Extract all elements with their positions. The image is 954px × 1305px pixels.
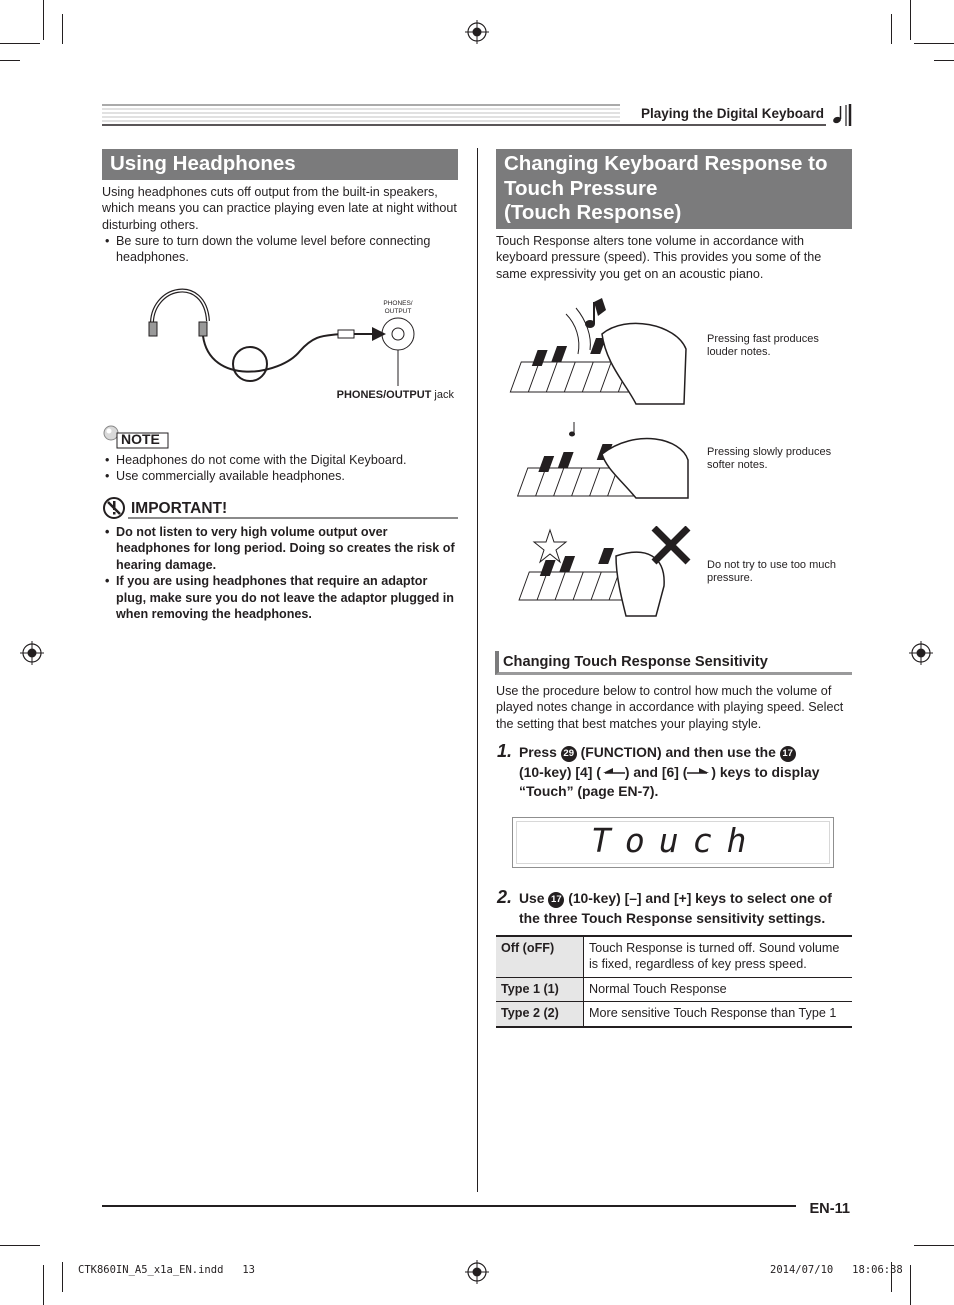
crop-mark — [43, 1265, 44, 1305]
jack-label-bottom: OUTPUT — [384, 308, 412, 315]
step-1-part-e: “Touch” (page EN-7). — [519, 783, 659, 799]
crop-mark — [0, 43, 40, 44]
lcd-display — [512, 817, 834, 868]
jack-label — [374, 300, 422, 316]
crop-mark — [914, 1245, 954, 1246]
headphones-illustration — [140, 276, 420, 386]
list-item: • Use commercially available headphones. — [102, 468, 458, 484]
section-heading-touch-response — [496, 149, 852, 229]
step-2-rest: (10-key) [–] and [+] keys to select one of the three Touch Response sensitivity settings. — [519, 890, 832, 926]
heading-line: (Touch Response) — [504, 201, 682, 224]
step-1-part-d: ) keys to display — [711, 763, 820, 780]
heading-line: Touch Pressure — [504, 176, 658, 200]
headphones-bullet-list — [102, 233, 458, 266]
step-2-use: Use — [519, 890, 549, 906]
important-list — [102, 524, 458, 622]
list-item: • If you are using headphones that require an adaptor plug, make sure you do not leave the adaptor plugged in when removing the headphones. — [102, 573, 458, 622]
crop-mark — [43, 0, 44, 40]
step-1-text — [519, 743, 853, 802]
crop-mark — [910, 0, 911, 40]
crop-mark — [0, 1245, 40, 1246]
step-2-text — [519, 889, 853, 928]
caption-slow: Pressing slowly produces softer notes. — [707, 446, 832, 471]
important-rule — [128, 517, 458, 519]
ten-key-badge: 17 — [780, 746, 796, 762]
footer-timestamp: 2014/07/10 18:06:38 — [770, 1264, 903, 1276]
registration-mark-icon — [465, 20, 489, 44]
subheading-sensitivity: Changing Touch Response Sensitivity — [495, 651, 852, 675]
step-1-part-c: ) and [6] ( — [624, 763, 688, 780]
table-key: Type 2 (2) — [496, 1002, 584, 1027]
table-value: Touch Response is turned off. Sound volume is fixed, regardless of key press speed. — [589, 941, 840, 972]
page-number: EN-11 — [809, 1201, 850, 1217]
caption-fast: Pressing fast produces louder notes. — [707, 333, 819, 358]
jack-caption-bold: PHONES/OUTPUT — [336, 389, 432, 401]
registration-mark-icon — [465, 1260, 489, 1284]
too-much-pressure-illustration — [506, 526, 692, 626]
table-key: Type 1 (1) — [496, 977, 584, 1001]
registration-mark-icon — [909, 641, 933, 665]
music-note-icon — [830, 104, 852, 126]
footer-rule — [102, 1205, 796, 1207]
step-1-part-b: (10-key) [4] ( — [519, 763, 601, 780]
touch-intro: Touch Response alters tone volume in accordance with keyboard pressure (speed). This provides you some of the same expressivity you get on an acoustic piano. — [496, 234, 822, 281]
lcd-text: Touch — [591, 821, 761, 860]
touch-response-table — [496, 935, 852, 1028]
jack-caption — [337, 389, 454, 401]
crop-mark — [934, 60, 954, 61]
jack-label-top: PHONES/ — [383, 300, 413, 307]
header-title: Playing the Digital Keyboard — [640, 106, 824, 121]
arrow-right-icon — [687, 767, 711, 777]
table-value: More sensitive Touch Response than Type 1 — [589, 1006, 837, 1021]
crop-mark — [910, 1265, 911, 1305]
step-number: 2. — [497, 887, 513, 907]
table-row — [496, 1002, 852, 1027]
arrow-left-icon — [601, 767, 625, 777]
sensitivity-intro: Use the procedure below to control how much the volume of played notes change in accordance with playing speed. Select the setting that best matches your playing style. — [496, 684, 844, 731]
table-row — [496, 936, 852, 977]
heading-line: Changing Keyboard Response to — [504, 152, 828, 175]
table-row — [496, 977, 852, 1001]
list-item: • Be sure to turn down the volume level before connecting headphones. — [102, 233, 458, 266]
slow-press-illustration — [506, 418, 692, 518]
important-icon — [102, 496, 128, 520]
crop-mark — [62, 14, 63, 44]
function-button-badge: 29 — [561, 746, 577, 762]
registration-mark-icon — [20, 641, 44, 665]
caption-too-much: Do not try to use too much pressure. — [707, 559, 837, 584]
note-label: NOTE — [121, 431, 160, 447]
crop-mark — [914, 43, 954, 44]
step-1-part-a: (FUNCTION) and then use the — [576, 744, 780, 760]
headphones-intro: Using headphones cuts off output from the built-in speakers, which means you can practice playing even late at night without disturbing others. — [102, 185, 457, 232]
ten-key-badge: 17 — [548, 892, 564, 908]
step-1-press: Press — [519, 744, 561, 760]
note-list — [102, 452, 458, 485]
fast-press-illustration — [506, 294, 692, 406]
footer-filename: CTK860IN_A5_x1a_EN.indd 13 — [78, 1264, 256, 1276]
step-number: 1. — [497, 741, 513, 761]
table-value: Normal Touch Response — [589, 981, 727, 996]
list-item: • Do not listen to very high volume output over headphones for long period. Doing so creates the risk of hearing damage. — [102, 524, 458, 573]
list-item: • Headphones do not come with the Digital Keyboard. — [102, 452, 458, 468]
section-heading-headphones: Using Headphones — [102, 149, 458, 180]
column-divider — [477, 148, 478, 1192]
crop-mark — [891, 14, 892, 44]
jack-caption-rest: jack — [431, 389, 454, 401]
important-label: IMPORTANT! — [131, 500, 228, 517]
crop-mark — [62, 1262, 63, 1292]
table-key: Off (oFF) — [496, 936, 584, 977]
crop-mark — [0, 60, 20, 61]
